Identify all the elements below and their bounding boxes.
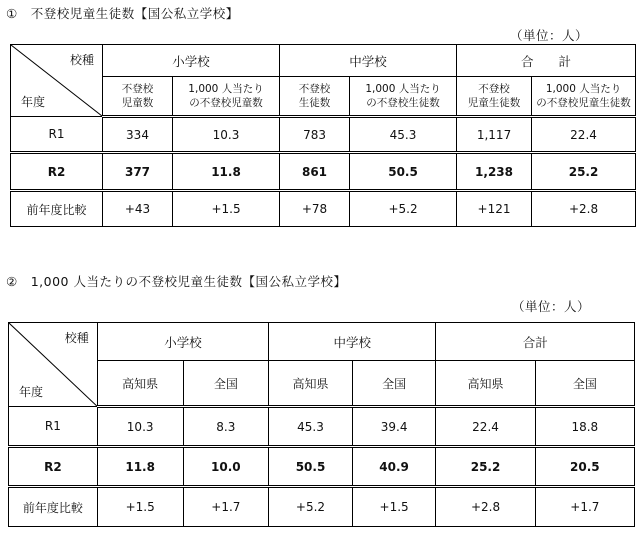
table-cell: 334	[103, 117, 173, 153]
per-thousand-table	[8, 322, 635, 527]
table-cell: 45.3	[350, 117, 457, 153]
table-row	[9, 487, 635, 527]
table-cell: 50.5	[350, 153, 457, 191]
subheader-cell: 不登校 児童生徒数	[457, 77, 532, 117]
subheader-cell: 不登校 生徒数	[280, 77, 350, 117]
group-header: 小学校	[103, 45, 280, 77]
row-label: R1	[9, 407, 98, 447]
row-label: 前年度比較	[11, 191, 103, 227]
table-cell: +1.5	[352, 487, 436, 527]
section1-unit: （単位：人）	[510, 28, 589, 43]
subheader-cell: 全国	[352, 361, 436, 407]
table-cell: +1.5	[97, 487, 183, 527]
table-cell: 377	[103, 153, 173, 191]
table-cell: 1,117	[457, 117, 532, 153]
table-cell: +1.7	[183, 487, 269, 527]
table-cell: +1.5	[173, 191, 280, 227]
table-cell: +78	[280, 191, 350, 227]
table-cell: 39.4	[352, 407, 436, 447]
row-label: R1	[11, 117, 103, 153]
table-row	[9, 407, 635, 447]
table-cell: 45.3	[269, 407, 353, 447]
table-corner-cell	[11, 45, 103, 117]
table-cell: 861	[280, 153, 350, 191]
table-cell: 22.4	[436, 407, 535, 447]
table-cell: +2.8	[436, 487, 535, 527]
table-cell: 11.8	[173, 153, 280, 191]
table-corner-cell	[9, 323, 98, 407]
subheader-cell: 1,000 人当たり の不登校児童数	[173, 77, 280, 117]
corner-year: 年度	[19, 385, 44, 399]
corner-school-type: 校種	[69, 53, 94, 67]
table-cell: 50.5	[269, 447, 353, 487]
table-row	[11, 191, 636, 227]
group-header: 中学校	[269, 323, 436, 361]
table-cell: +5.2	[269, 487, 353, 527]
subheader-cell: 全国	[183, 361, 269, 407]
table-cell: 22.4	[532, 117, 636, 153]
section1-heading: ① 不登校児童生徒数【国公私立学校】	[6, 6, 239, 21]
table-row	[11, 153, 636, 191]
corner-school-type: 校種	[64, 331, 89, 345]
group-header: 小学校	[97, 323, 268, 361]
table-cell: 25.2	[436, 447, 535, 487]
row-label: R2	[9, 447, 98, 487]
table-cell: 20.5	[535, 447, 634, 487]
table-cell: 11.8	[97, 447, 183, 487]
table-cell: 25.2	[532, 153, 636, 191]
table-row	[11, 117, 636, 153]
group-header: 中学校	[280, 45, 457, 77]
table-row	[9, 447, 635, 487]
table-cell: 1,238	[457, 153, 532, 191]
table-cell: 40.9	[352, 447, 436, 487]
subheader-cell: 不登校 児童数	[103, 77, 173, 117]
group-header: 合 計	[457, 45, 636, 77]
corner-year: 年度	[21, 95, 46, 109]
row-label: 前年度比較	[9, 487, 98, 527]
subheader-cell: 全国	[535, 361, 634, 407]
table-cell: 10.3	[173, 117, 280, 153]
group-header: 合計	[436, 323, 635, 361]
table-cell: 18.8	[535, 407, 634, 447]
table-cell: 783	[280, 117, 350, 153]
table-cell: +43	[103, 191, 173, 227]
subheader-cell: 1,000 人当たり の不登校生徒数	[350, 77, 457, 117]
table-cell: 8.3	[183, 407, 269, 447]
subheader-cell: 高知県	[436, 361, 535, 407]
subheader-cell: 高知県	[97, 361, 183, 407]
row-label: R2	[11, 153, 103, 191]
section2-heading: ② 1,000 人当たりの不登校児童生徒数【国公私立学校】	[6, 274, 347, 289]
section2-unit: （単位：人）	[512, 299, 591, 314]
table-cell: 10.0	[183, 447, 269, 487]
table-cell: +1.7	[535, 487, 634, 527]
table-cell: +121	[457, 191, 532, 227]
table-cell: 10.3	[97, 407, 183, 447]
table-cell: +2.8	[532, 191, 636, 227]
subheader-cell: 1,000 人当たり の不登校児童生徒数	[532, 77, 636, 117]
dropout-count-table	[10, 44, 636, 227]
table-cell: +5.2	[350, 191, 457, 227]
subheader-cell: 高知県	[269, 361, 353, 407]
